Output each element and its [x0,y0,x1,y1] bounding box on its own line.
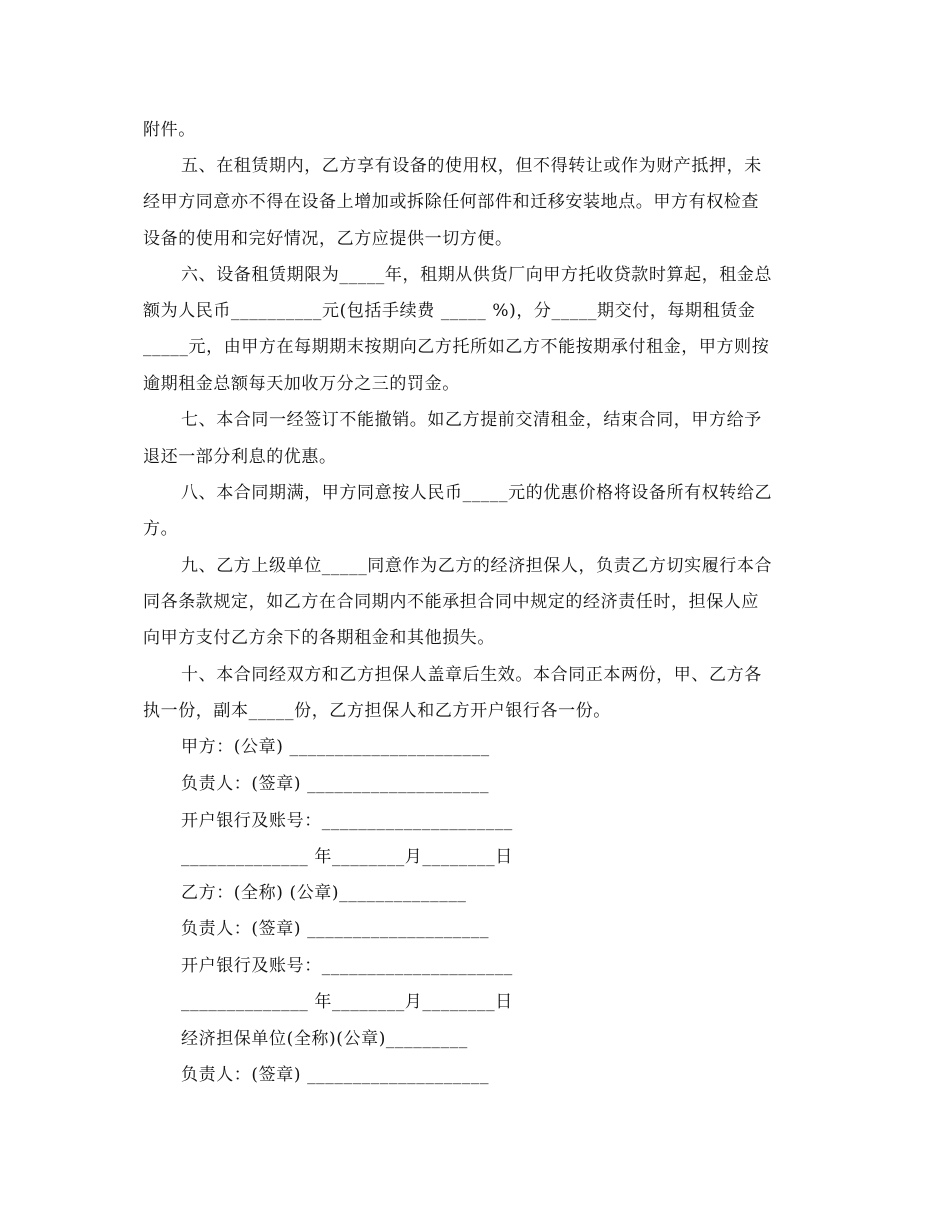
clause-9-line-1: 九、乙方上级单位_____同意作为乙方的经济担保人，负责乙方切实履行本合 [181,556,773,576]
guarantor-seal-field: 经济担保单位(全称)(公章)_________ [181,1029,468,1049]
clause-7-line-1: 七、本合同一经签订不能撤销。如乙方提前交清租金，结束合同，甲方给予 [181,410,762,430]
text-line: 附件。 [143,120,196,140]
clause-6-line-2: 额为人民币__________元(包括手续费 _____ %)，分_____期交付，每期租赁金 [143,301,756,321]
party-a-date-field: ______________ 年________月________日 [181,847,513,867]
clause-10-line-2: 执一份，副本_____份，乙方担保人和乙方开户银行各一份。 [143,701,611,721]
clause-8-line-1: 八、本合同期满，甲方同意按人民币_____元的优惠价格将设备所有权转给乙 [181,483,773,503]
party-a-bank-field: 开户银行及账号：_____________________ [181,811,513,831]
guarantor-signatory-field: 负责人：(签章) ____________________ [181,1065,490,1085]
clause-9-line-3: 向甲方支付乙方余下的各期租金和其他损失。 [143,628,495,648]
clause-8-line-2: 方。 [143,519,179,539]
party-b-bank-field: 开户银行及账号：_____________________ [181,956,513,976]
clause-6-line-1: 六、设备租赁期限为_____年，租期从供货厂向甲方托收贷款时算起，租金总 [181,265,773,285]
party-b-seal-field: 乙方：(全称) (公章)______________ [181,883,467,903]
party-b-signatory-field: 负责人：(签章) ____________________ [181,919,490,939]
party-b-date-field: ______________ 年________月________日 [181,992,513,1012]
party-a-seal-field: 甲方：(公章) ______________________ [181,737,490,757]
clause-5-line-2: 经甲方同意亦不得在设备上增加或拆除任何部件和迁移安装地点。甲方有权检查 [143,192,759,212]
clause-6-line-3: _____元，由甲方在每期期末按期向乙方托所如乙方不能按期承付租金，甲方则按 [143,337,770,357]
clause-7-line-2: 退还一部分利息的优惠。 [143,447,337,467]
clause-6-line-4: 逾期租金总额每天加收万分之三的罚金。 [143,374,460,394]
clause-5-line-1: 五、在租赁期内，乙方享有设备的使用权，但不得转让或作为财产抵押，未 [181,156,762,176]
party-a-signatory-field: 负责人：(签章) ____________________ [181,774,490,794]
clause-5-line-3: 设备的使用和完好情况，乙方应提供一切方便。 [143,229,513,249]
clause-9-line-2: 同各条款规定，如乙方在合同期内不能承担合同中规定的经济责任时，担保人应 [143,592,759,612]
clause-10-line-1: 十、本合同经双方和乙方担保人盖章后生效。本合同正本两份，甲、乙方各 [181,665,762,685]
